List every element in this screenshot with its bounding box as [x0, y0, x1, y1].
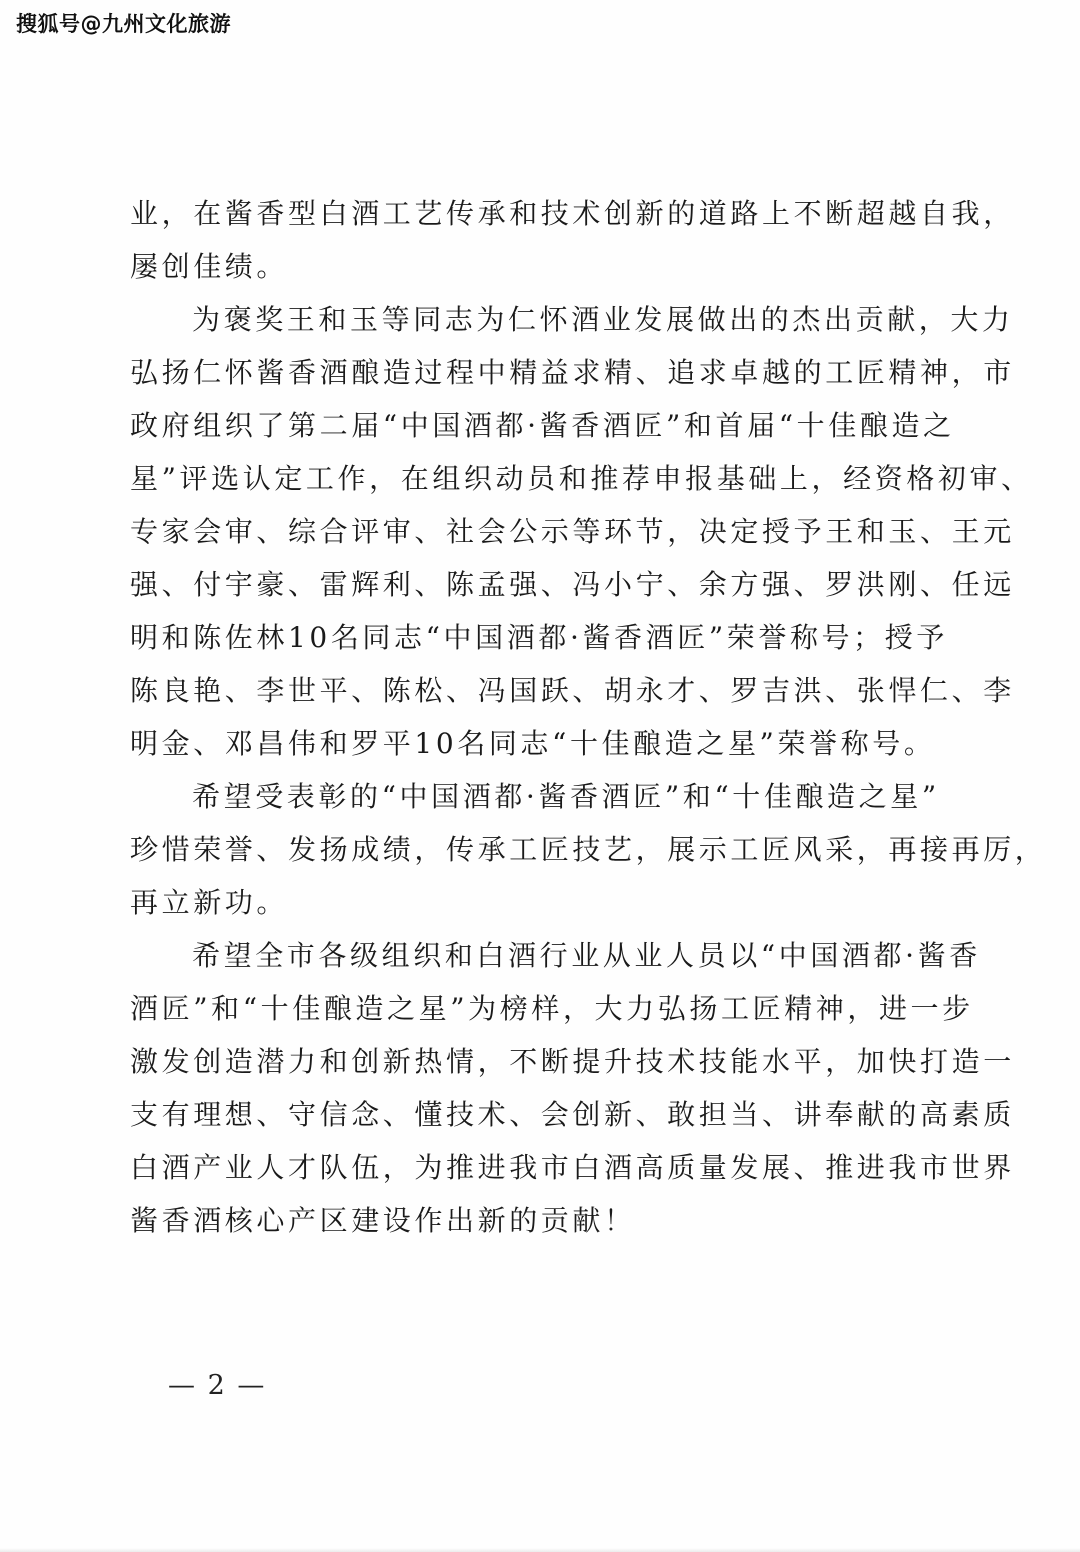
text-line: 希望受表彰的“中国酒都·酱香酒匠”和“十佳酿造之星” [192, 780, 940, 813]
paragraph-hope-awardees [130, 770, 1047, 929]
text-line: 弘扬仁怀酱香酒酿造过程中精益求精、追求卓越的工匠精神，市 [130, 356, 1015, 389]
text-line: 星”评选认定工作，在组织动员和推荐申报基础上，经资格初审、 [130, 462, 1033, 495]
text-line: 希望全市各级组织和白酒行业从业人员以“中国酒都·酱香 [192, 939, 981, 972]
text-line: 陈良艳、李世平、陈松、冯国跃、胡永才、罗吉洪、张悍仁、李 [130, 674, 1015, 707]
text-line: 业，在酱香型白酒工艺传承和技术创新的道路上不断超越自我， [130, 197, 1015, 230]
text-line: 为褒奖王和玉等同志为仁怀酒业发展做出的杰出贡献，大力 [192, 303, 1014, 336]
paragraph-continuation [130, 187, 1015, 293]
source-watermark: 搜狐号@九州文化旅游 [16, 12, 231, 36]
text-line: 政府组织了第二届“中国酒都·酱香酒匠”和首届“十佳酿造之 [130, 409, 955, 442]
page-number: — 2 — [168, 1370, 267, 1401]
text-line: 强、付宇豪、雷辉利、陈孟强、冯小宁、余方强、罗洪刚、任远 [130, 568, 1015, 601]
paragraph-commendation [130, 293, 1033, 770]
text-line: 明金、邓昌伟和罗平10名同志“十佳酿造之星”荣誉称号。 [130, 727, 936, 760]
document-body [130, 187, 1047, 1247]
text-line: 酱香酒核心产区建设作出新的贡献！ [130, 1204, 636, 1237]
text-line: 屡创佳绩。 [130, 250, 289, 283]
text-line: 再立新功。 [130, 886, 289, 919]
text-line: 珍惜荣誉、发扬成绩，传承工匠技艺，展示工匠风采，再接再厉， [130, 833, 1047, 866]
text-line: 白酒产业人才队伍，为推进我市白酒高质量发展、推进我市世界 [130, 1151, 1015, 1184]
page-bottom-edge [0, 1548, 1080, 1552]
text-line: 专家会审、综合评审、社会公示等环节，决定授予王和玉、王元 [130, 515, 1015, 548]
text-line: 支有理想、守信念、懂技术、会创新、敢担当、讲奉献的高素质 [130, 1098, 1015, 1131]
paragraph-hope-industry [130, 929, 1015, 1247]
text-line: 酒匠”和“十佳酿造之星”为榜样，大力弘扬工匠精神，进一步 [130, 992, 974, 1025]
text-line: 明和陈佐林10名同志“中国酒都·酱香酒匠”荣誉称号；授予 [130, 621, 948, 654]
text-line: 激发创造潜力和创新热情，不断提升技术技能水平，加快打造一 [130, 1045, 1015, 1078]
